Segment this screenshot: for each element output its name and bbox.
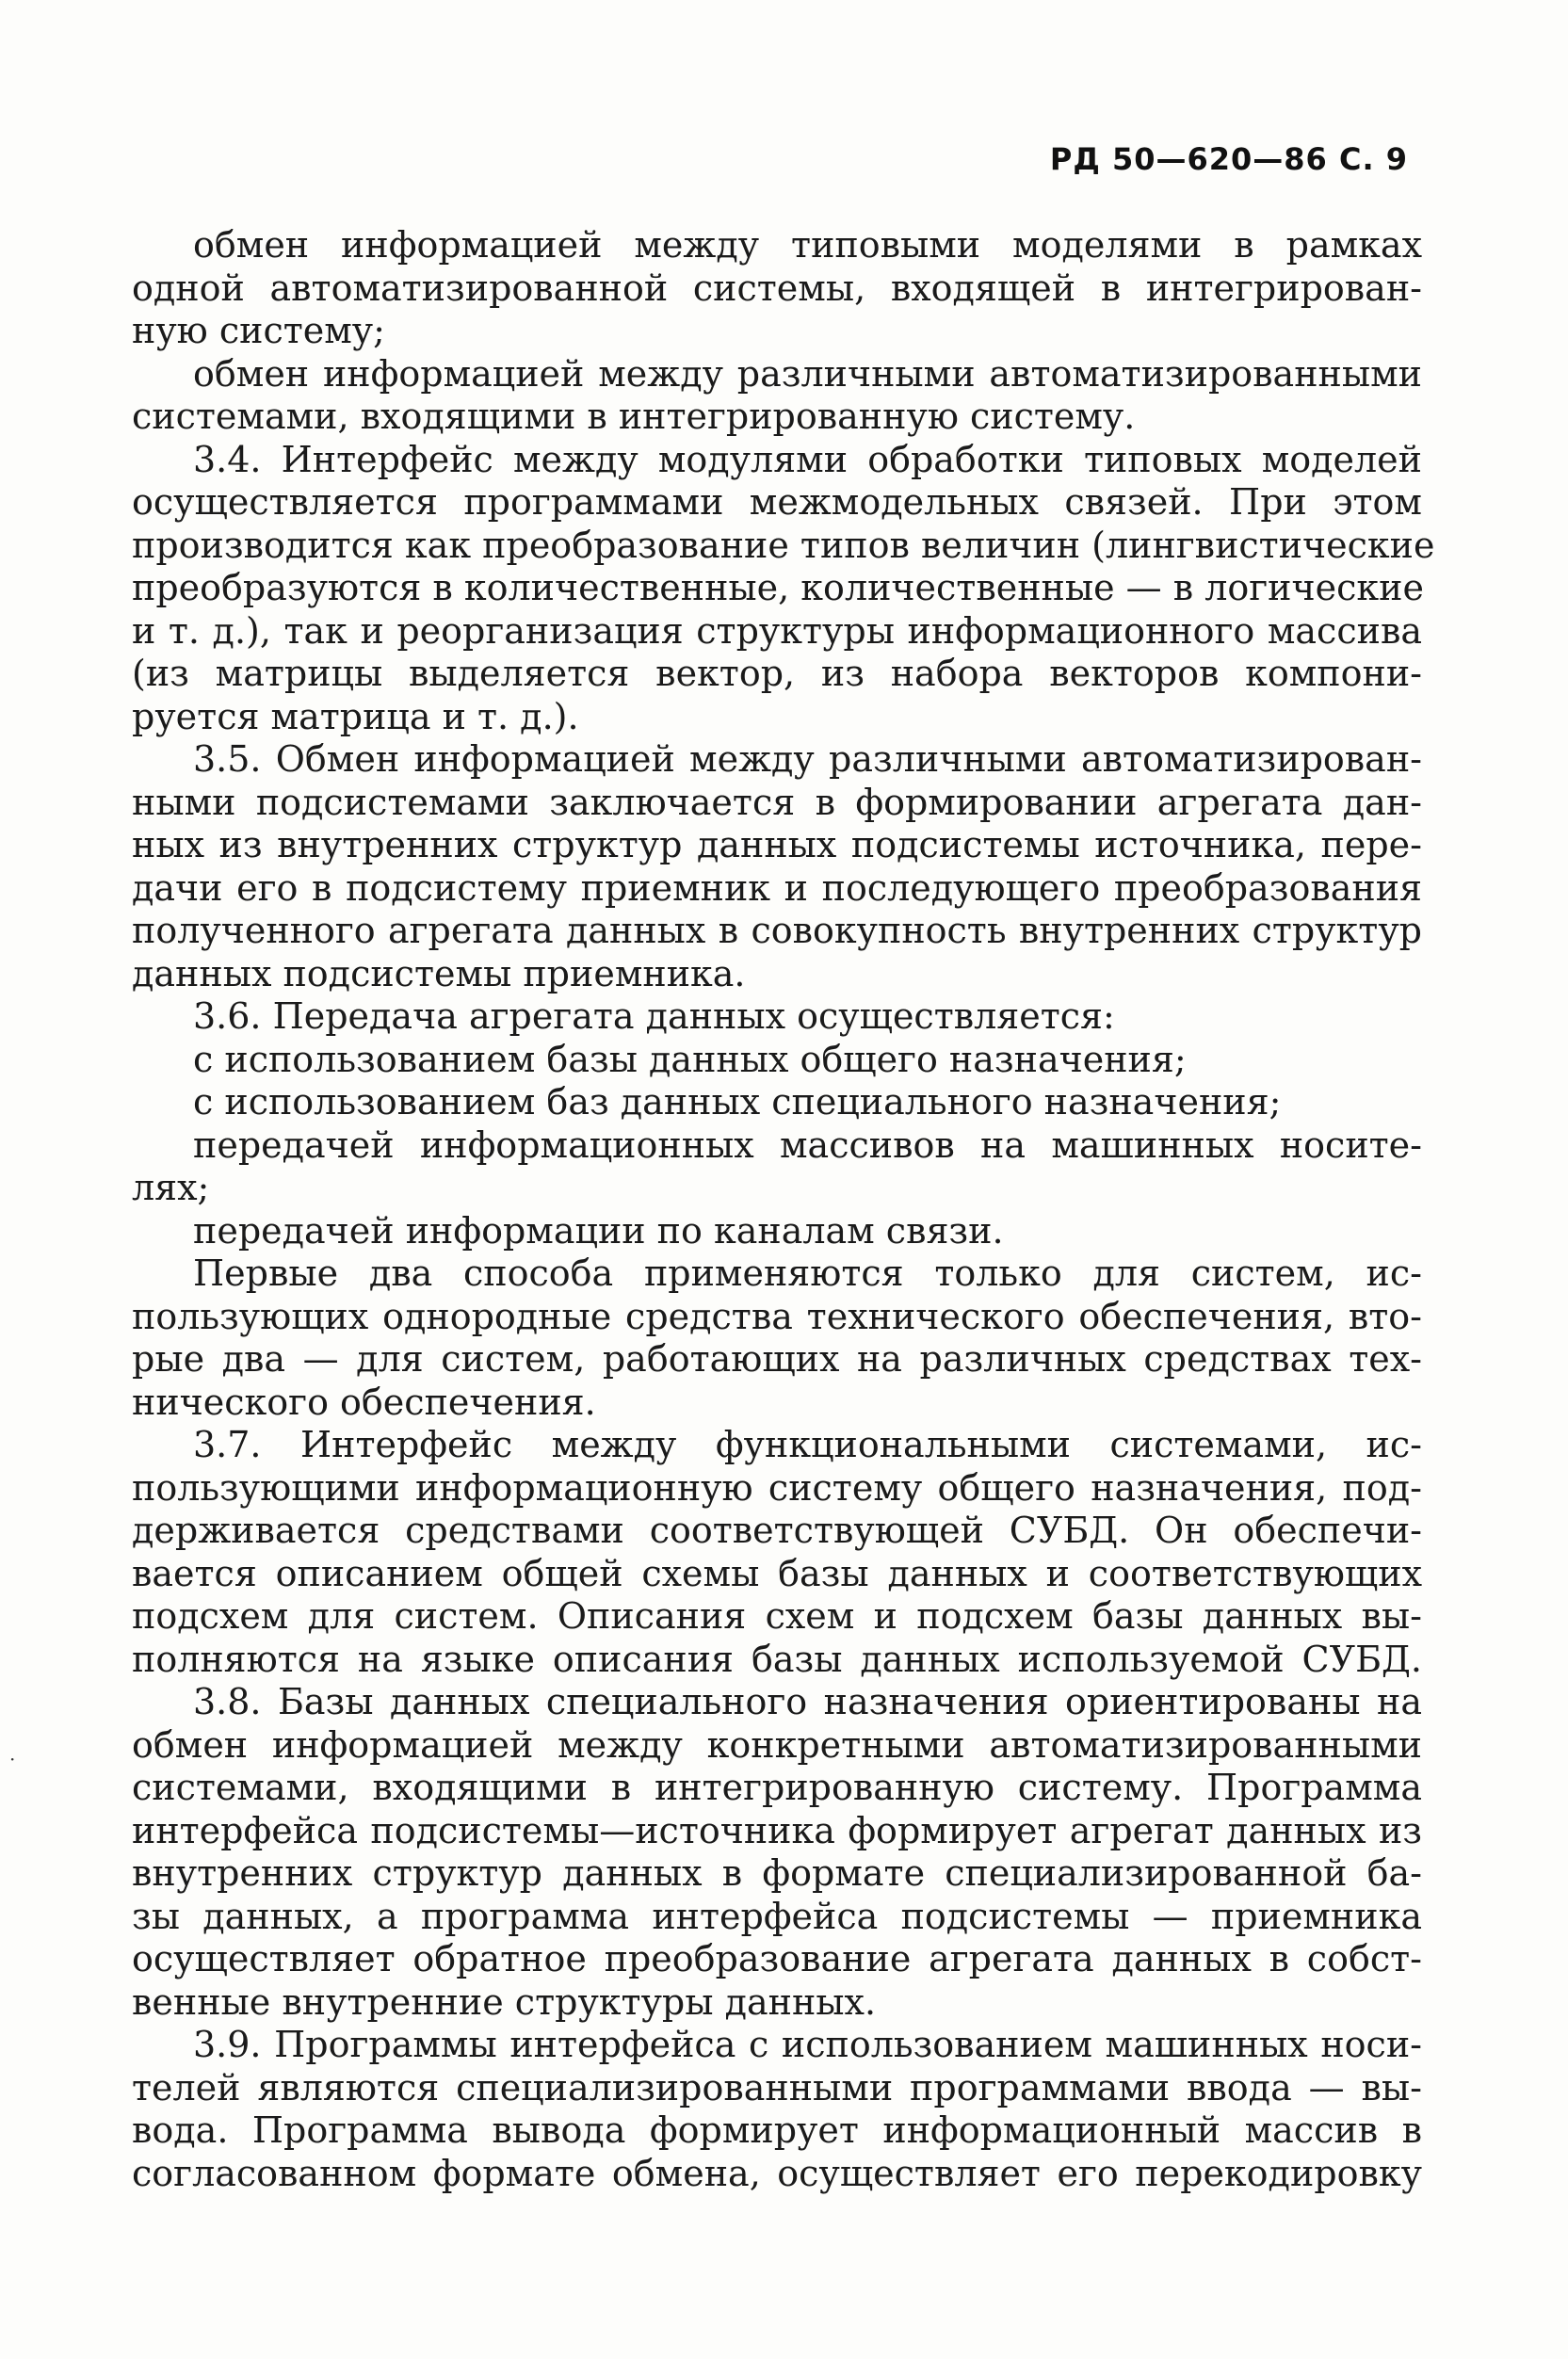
text-line: данных подсистемы приемника. [132, 952, 746, 994]
text-line: системами, входящими в интегрированную систему. Программа [132, 1767, 1422, 1808]
text-line: 3.6. Передача агрегата данных осуществляется: [193, 995, 1115, 1037]
text-line: рые два — для систем, работающих на различных средствах тех- [132, 1338, 1422, 1380]
text-line: полученного агрегата данных в совокупность внутренних структур [132, 910, 1422, 951]
text-line: телей являются специализированными программами ввода — вы- [132, 2066, 1422, 2109]
text-line: и т. д.), так и реорганизация структуры информационного массива [132, 609, 1422, 652]
page-header: РД 50—620—86 С. 9 [1049, 141, 1408, 177]
text-line: обмен информацией между типовыми моделями в рамках [193, 224, 1422, 266]
scan-mark: · [9, 1748, 16, 1770]
text-line: руется матрица и т. д.). [132, 695, 579, 737]
text-line: вода. Программа вывода формирует информационный массив в [132, 2109, 1422, 2151]
text-line: обмен информацией между различными автоматизированными [193, 352, 1422, 395]
text-line: одной автоматизированной системы, входящей в интегрирован- [132, 267, 1422, 309]
text-line: обмен информацией между конкретными автоматизированными [132, 1723, 1422, 1766]
text-line: лях; [132, 1167, 210, 1208]
text-line: венные внутренние структуры данных. [132, 1980, 877, 2023]
text-line: внутренних структур данных в формате специализированной ба- [132, 1852, 1422, 1894]
text-line: с использованием базы данных общего назначения; [193, 1038, 1187, 1080]
text-line: осуществляется программами межмодельных связей. При этом [132, 481, 1422, 523]
text-line: дачи его в подсистему приемник и последующего преобразования [132, 866, 1422, 909]
text-line: пользующими информационную систему общего назначения, под- [132, 1466, 1422, 1509]
document-body [132, 224, 1435, 2195]
text-line: (из матрицы выделяется вектор, из набора векторов компони- [132, 653, 1422, 694]
text-line: с использованием баз данных специального назначения; [193, 1081, 1282, 1123]
text-line: подсхем для систем. Описания схем и подсхем базы данных вы- [132, 1595, 1422, 1637]
text-line: 3.9. Программы интерфейса с использованием машинных носи- [193, 2024, 1422, 2065]
text-line: вается описанием общей схемы базы данных и соответствующих [132, 1552, 1422, 1594]
text-line: полняются на языке описания базы данных используемой СУБД. [132, 1638, 1422, 1680]
text-line: Первые два способа применяются только для систем, ис- [193, 1252, 1422, 1294]
text-line: преобразуются в количественные, количественные — в логические [132, 567, 1424, 608]
text-line: 3.4. Интерфейс между модулями обработки типовых моделей [193, 438, 1422, 480]
text-line: 3.7. Интерфейс между функциональными системами, ис- [193, 1424, 1422, 1465]
text-line: ных из внутренних структур данных подсистемы источника, пере- [132, 824, 1422, 865]
text-line: передачей информации по каналам связи. [193, 1209, 1004, 1252]
text-line: системами, входящими в интегрированную систему. [132, 396, 1136, 437]
text-line: производится как преобразование типов величин (лингвистические [132, 524, 1435, 566]
text-line: 3.8. Базы данных специального назначения ориентированы на [193, 1681, 1422, 1722]
text-line: нического обеспечения. [132, 1381, 596, 1423]
text-line: согласованном формате обмена, осуществляет его перекодировку [132, 2152, 1422, 2194]
text-line: интерфейса подсистемы—источника формирует агрегат данных из [132, 1809, 1422, 1851]
text-line: ную систему; [132, 310, 385, 351]
text-line: 3.5. Обмен информацией между различными автоматизирован- [193, 738, 1422, 780]
text-line: передачей информационных массивов на машинных носите- [193, 1123, 1422, 1166]
text-line: осуществляет обратное преобразование агрегата данных в собст- [132, 1938, 1422, 1979]
text-line: пользующих однородные средства технического обеспечения, вто- [132, 1295, 1422, 1337]
text-line: ными подсистемами заключается в формировании агрегата дан- [132, 781, 1422, 823]
text-line: держивается средствами соответствующей СУБД. Он обеспечи- [132, 1510, 1422, 1551]
text-line: зы данных, а программа интерфейса подсистемы — приемника [132, 1895, 1422, 1937]
